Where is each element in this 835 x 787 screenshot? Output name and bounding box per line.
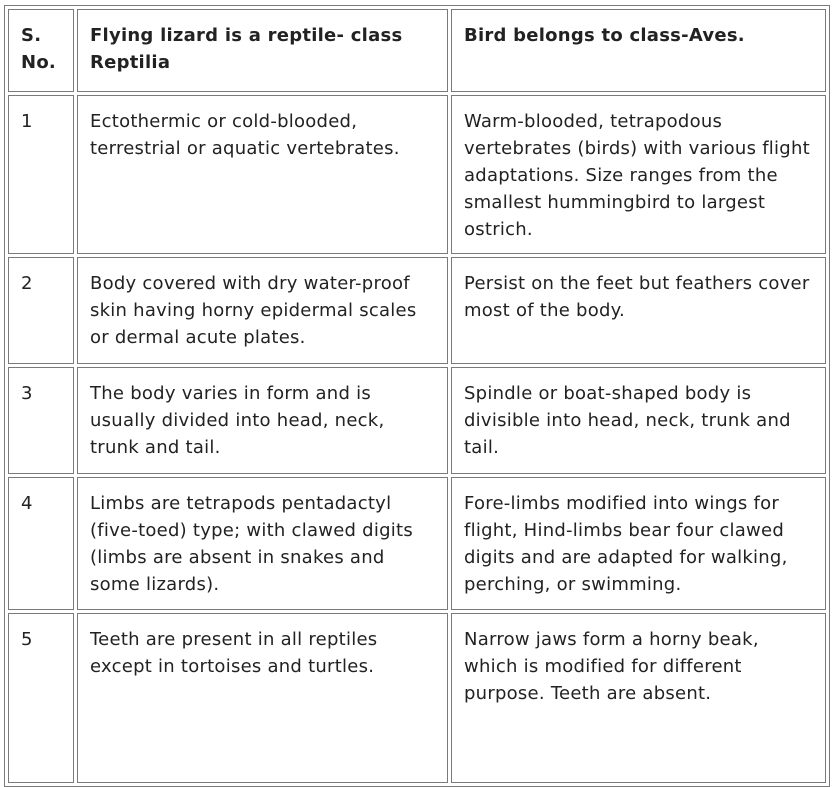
reptilia-cell: Teeth are present in all reptiles except in tortoises and turtles.: [77, 613, 448, 783]
reptilia-cell: The body varies in form and is usually divided into head, neck, trunk and tail.: [77, 367, 448, 474]
aves-cell: Narrow jaws form a horny beak, which is modified for different purpose. Teeth are absent.: [451, 613, 826, 783]
reptilia-cell: Ectothermic or cold-blooded, terrestrial or aquatic vertebrates.: [77, 95, 448, 254]
table-row: [8, 367, 826, 474]
row-number: 3: [8, 367, 74, 474]
aves-cell: Spindle or boat-shaped body is divisible into head, neck, trunk and tail.: [451, 367, 826, 474]
table-row: [8, 477, 826, 610]
table-row: [8, 613, 826, 783]
header-aves: Bird belongs to class-Aves.: [451, 9, 826, 92]
table-row: [8, 257, 826, 364]
table-row: [8, 95, 826, 254]
header-row: [8, 9, 826, 92]
header-reptilia: Flying lizard is a reptile- class Reptilia: [77, 9, 448, 92]
reptilia-cell: Limbs are tetrapods pentadactyl (five-toed) type; with clawed digits (limbs are absent in snakes and some lizards).: [77, 477, 448, 610]
row-number: 2: [8, 257, 74, 364]
row-number: 5: [8, 613, 74, 783]
row-number: 4: [8, 477, 74, 610]
aves-cell: Persist on the feet but feathers cover most of the body.: [451, 257, 826, 364]
aves-cell: Warm-blooded, tetrapodous vertebrates (birds) with various flight adaptations. Size ranges from the smallest hummingbird to largest ostrich.: [451, 95, 826, 254]
comparison-table: [4, 5, 830, 787]
header-sno: S. No.: [8, 9, 74, 92]
row-number: 1: [8, 95, 74, 254]
aves-cell: Fore-limbs modified into wings for flight, Hind-limbs bear four clawed digits and are adapted for walking, perching, or swimming.: [451, 477, 826, 610]
reptilia-cell: Body covered with dry water-proof skin having horny epidermal scales or dermal acute plates.: [77, 257, 448, 364]
